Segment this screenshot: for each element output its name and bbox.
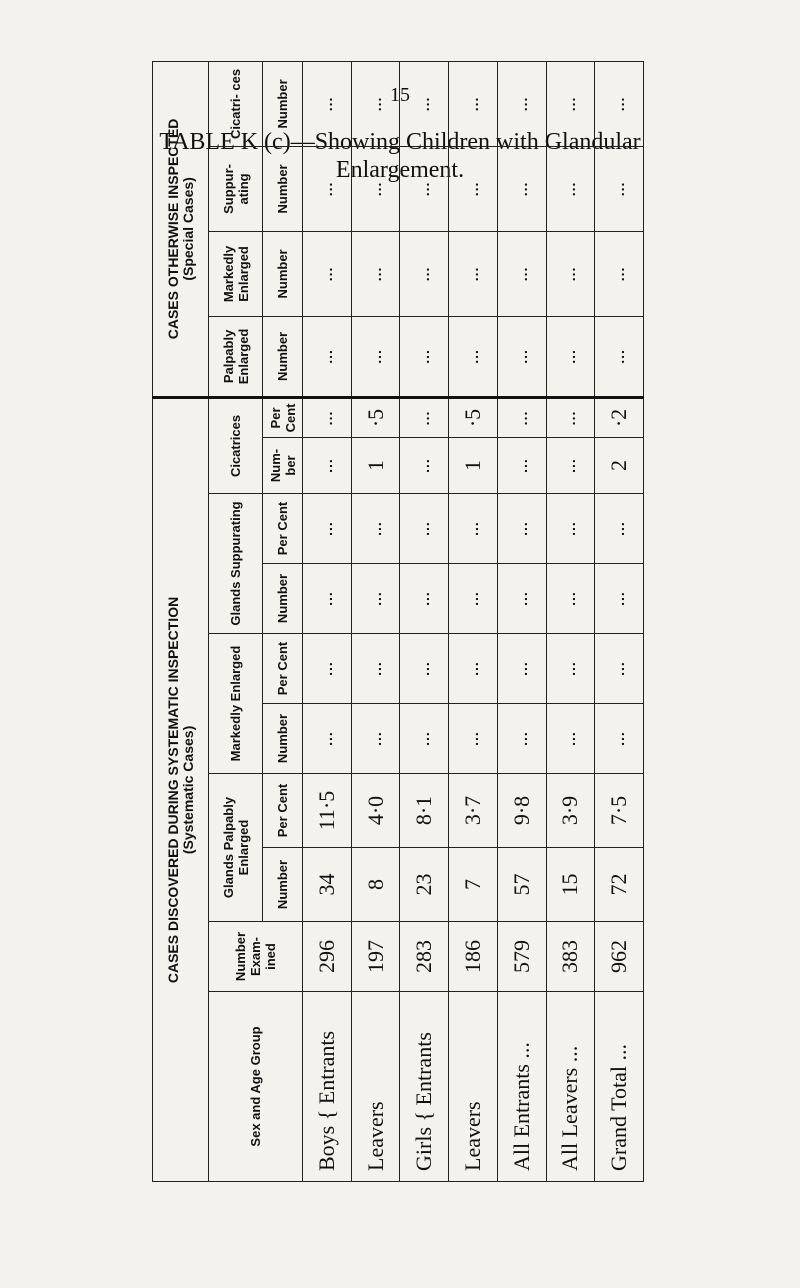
cell-mark-p: ... (546, 634, 595, 704)
cell-special-number: ... (546, 61, 595, 146)
cell-label: Leavers (351, 992, 400, 1182)
cell-cic-n: ... (546, 438, 595, 494)
table-row (400, 61, 449, 1181)
rotated-table-wrapper (152, 68, 644, 1182)
cell-supp-p: ... (351, 494, 400, 564)
cell-cic-n: 1 (449, 438, 498, 494)
cell-palp-n: 57 (497, 848, 546, 922)
cell-special-number: ... (449, 316, 498, 397)
cell-supp-n: ... (303, 564, 352, 634)
cell-cic-n: ... (400, 438, 449, 494)
cell-special-number: ... (497, 146, 546, 231)
cell-palp-p: 9·8 (497, 774, 546, 848)
title-line-1: TABLE K (c)—Showing Children with Glandular (159, 129, 641, 155)
cell-mark-p: ... (400, 634, 449, 704)
cell-label: All Entrants ... (497, 992, 546, 1182)
sex-age-header: Sex and Age Group (209, 992, 303, 1182)
markedly-header: Markedly Enlarged (209, 634, 263, 774)
cell-special-number: ... (351, 316, 400, 397)
cell-palp-n: 72 (595, 848, 644, 922)
cell-supp-p: ... (400, 494, 449, 564)
cell-special-number: ... (449, 146, 498, 231)
cell-mark-p: ... (351, 634, 400, 704)
cell-special-number: ... (546, 231, 595, 316)
cell-examined: 962 (595, 922, 644, 992)
cell-special-number: ... (351, 231, 400, 316)
table-row (497, 61, 546, 1181)
cell-special-number: ... (303, 231, 352, 316)
cell-special-number: ... (400, 146, 449, 231)
cell-supp-n: ... (497, 564, 546, 634)
cell-special-number: ... (449, 61, 498, 146)
sp-supp-number-header: Number (263, 146, 303, 231)
cell-supp-n: ... (351, 564, 400, 634)
cell-label: Boys { Entrants (303, 992, 352, 1182)
cell-mark-n: ... (497, 704, 546, 774)
sp-cic-number-header: Number (263, 61, 303, 146)
table-row (351, 61, 400, 1181)
cell-palp-n: 23 (400, 848, 449, 922)
cell-palp-n: 7 (449, 848, 498, 922)
supp-percent-header: Per Cent (263, 494, 303, 564)
cell-special-number: ... (400, 231, 449, 316)
cell-cic-n: 2 (595, 438, 644, 494)
table-row (546, 61, 595, 1181)
otherwise-group-header (153, 61, 209, 397)
cell-special-number: ... (546, 146, 595, 231)
cell-supp-p: ... (449, 494, 498, 564)
cell-supp-p: ... (497, 494, 546, 564)
cell-examined: 296 (303, 922, 352, 992)
cell-special-number: ... (303, 316, 352, 397)
examined-header: Number Exam- ined (209, 922, 303, 992)
cell-palp-p: 11·5 (303, 774, 352, 848)
cell-special-number: ... (595, 231, 644, 316)
cell-cic-n: 1 (351, 438, 400, 494)
table-row (449, 61, 498, 1181)
cell-mark-n: ... (351, 704, 400, 774)
cell-cic-p: ... (400, 397, 449, 437)
cell-palp-p: 7·5 (595, 774, 644, 848)
cell-mark-p: ... (449, 634, 498, 704)
cell-label: Girls { Entrants (400, 992, 449, 1182)
systematic-title: CASES DISCOVERED DURING SYSTEMATIC INSPECTION (164, 596, 181, 984)
cell-special-number: ... (497, 231, 546, 316)
glandular-table (152, 61, 644, 1182)
cell-special-number: ... (595, 316, 644, 397)
systematic-subtitle: (Systematic Cases) (179, 725, 196, 855)
cell-mark-n: ... (400, 704, 449, 774)
cell-palp-p: 3·9 (546, 774, 595, 848)
cell-special-number: ... (351, 61, 400, 146)
cell-label: Leavers (449, 992, 498, 1182)
sp-suppurating-header: Suppur- ating (209, 146, 263, 231)
cell-cic-p: ·2 (595, 397, 644, 437)
sp-mark-number-header: Number (263, 231, 303, 316)
cell-supp-p: ... (303, 494, 352, 564)
cic-number-header: Num- ber (263, 438, 303, 494)
mark-number-header: Number (263, 704, 303, 774)
cell-supp-n: ... (400, 564, 449, 634)
systematic-group-header (153, 397, 209, 1181)
cell-supp-n: ... (449, 564, 498, 634)
cell-mark-n: ... (303, 704, 352, 774)
table-row (303, 61, 352, 1181)
cell-special-number: ... (546, 316, 595, 397)
cell-examined: 197 (351, 922, 400, 992)
cell-cic-p: ·5 (351, 397, 400, 437)
cell-label: Grand Total ... (595, 992, 644, 1182)
table-body (303, 61, 644, 1181)
title-line-2: Enlargement. (335, 157, 465, 183)
mark-percent-header: Per Cent (263, 634, 303, 704)
sp-palp-number-header: Number (263, 316, 303, 397)
cell-supp-n: ... (546, 564, 595, 634)
sp-cicatrices-header: Cicatri- ces (209, 61, 263, 146)
cell-special-number: ... (497, 61, 546, 146)
suppurating-header: Glands Suppurating (209, 494, 263, 634)
cell-special-number: ... (595, 61, 644, 146)
cell-cic-p: ... (546, 397, 595, 437)
cell-supp-p: ... (595, 494, 644, 564)
cell-mark-p: ... (497, 634, 546, 704)
cell-palp-p: 4·0 (351, 774, 400, 848)
cell-mark-n: ... (595, 704, 644, 774)
otherwise-title: CASES OTHERWISE INSPECTED (164, 118, 181, 340)
cell-palp-n: 8 (351, 848, 400, 922)
cell-cic-p: ... (497, 397, 546, 437)
palp-number-header: Number (263, 848, 303, 922)
sp-palpably-header: Palpably Enlarged (209, 316, 263, 397)
cell-special-number: ... (303, 146, 352, 231)
cell-special-number: ... (497, 316, 546, 397)
cell-palp-n: 15 (546, 848, 595, 922)
cell-palp-n: 34 (303, 848, 352, 922)
cic-percent-header: Per Cent (263, 397, 303, 437)
cell-examined: 283 (400, 922, 449, 992)
cell-special-number: ... (400, 316, 449, 397)
cell-mark-p: ... (595, 634, 644, 704)
page-number: 15 (390, 84, 410, 106)
cell-palp-p: 3·7 (449, 774, 498, 848)
cell-special-number: ... (449, 231, 498, 316)
cell-examined: 186 (449, 922, 498, 992)
cell-mark-n: ... (449, 704, 498, 774)
cell-cic-p: ·5 (449, 397, 498, 437)
cell-label: All Leavers ... (546, 992, 595, 1182)
cell-cic-n: ... (303, 438, 352, 494)
palpably-header: Glands Palpably Enlarged (209, 774, 263, 922)
cell-special-number: ... (303, 61, 352, 146)
cell-special-number: ... (351, 146, 400, 231)
cell-special-number: ... (400, 61, 449, 146)
cell-cic-p: ... (303, 397, 352, 437)
cicatrices-header: Cicatrices (209, 397, 263, 493)
cell-mark-n: ... (546, 704, 595, 774)
sp-markedly-header: Markedly Enlarged (209, 231, 263, 316)
supp-number-header: Number (263, 564, 303, 634)
palp-percent-header: Per Cent (263, 774, 303, 848)
cell-special-number: ... (595, 146, 644, 231)
otherwise-subtitle: (Special Cases) (179, 177, 196, 281)
cell-mark-p: ... (303, 634, 352, 704)
cell-examined: 579 (497, 922, 546, 992)
table-row (595, 61, 644, 1181)
cell-examined: 383 (546, 922, 595, 992)
cell-cic-n: ... (497, 438, 546, 494)
cell-supp-n: ... (595, 564, 644, 634)
cell-palp-p: 8·1 (400, 774, 449, 848)
cell-supp-p: ... (546, 494, 595, 564)
